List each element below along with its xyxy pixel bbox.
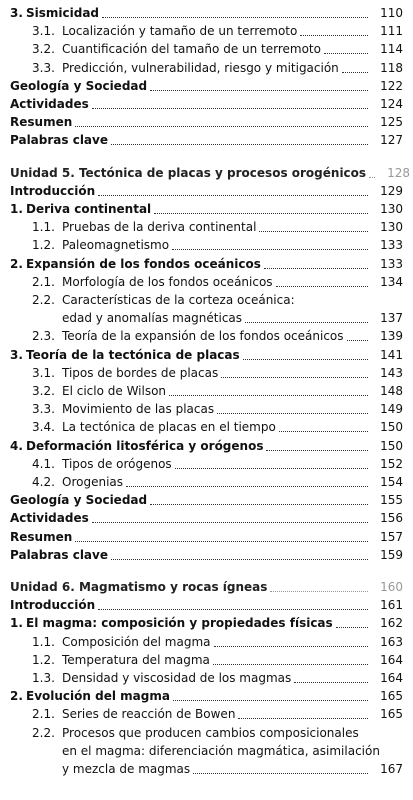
dot-leader [336, 627, 368, 628]
toc-number: 2. [10, 256, 23, 271]
page-number: 110 [380, 6, 403, 20]
toc-number: 2.2. [32, 293, 55, 307]
dot-leader [276, 286, 368, 287]
toc-number: 3.2. [32, 384, 55, 398]
dot-leader [98, 609, 368, 610]
page-number: 150 [380, 420, 403, 435]
toc-label: Características de la corteza oceánica: [62, 293, 295, 307]
dot-leader [150, 504, 368, 505]
toc-continuation [62, 743, 403, 759]
page-number: 130 [380, 220, 403, 235]
toc-label: Unidad 5. Tectónica de placas y procesos orogénicos [10, 165, 367, 180]
page-number: 129 [380, 183, 403, 198]
toc-number: 1.2. [32, 652, 55, 667]
toc-label: Orogenias [62, 475, 124, 489]
dot-leader [221, 377, 368, 378]
page-number: 154 [380, 475, 403, 489]
toc-label: Palabras clave [10, 133, 108, 148]
dot-leader [264, 268, 368, 269]
dot-leader [214, 646, 369, 647]
toc-subentry [32, 706, 403, 722]
unit-heading [10, 579, 403, 595]
toc-label: Paleomagnetismo [62, 238, 170, 253]
toc-number: 3. [10, 6, 23, 20]
toc-entry [10, 547, 403, 563]
toc-number: 3.2. [32, 42, 55, 57]
page-number: 164 [380, 671, 403, 685]
toc-label: Procesos que producen cambios composicionales [62, 725, 359, 740]
toc-number: 1.3. [32, 671, 55, 685]
dot-leader [217, 413, 368, 414]
dot-leader [154, 213, 368, 214]
page-number: 141 [380, 347, 403, 362]
toc-number: 1.2. [32, 238, 55, 253]
toc-label: Actividades [10, 511, 89, 526]
dot-leader [169, 395, 368, 396]
page-number: 152 [380, 456, 403, 471]
page-number: 148 [380, 384, 403, 398]
toc-subentry [32, 456, 403, 472]
dot-leader [98, 195, 368, 196]
toc-label: Deriva continental [26, 202, 152, 216]
page-number: 118 [380, 60, 403, 75]
toc-entry [10, 597, 403, 613]
toc-entry [10, 510, 403, 526]
toc-label: Actividades [10, 97, 89, 111]
dot-leader [173, 700, 368, 701]
toc-entry [10, 688, 403, 704]
toc-label: edad y anomalías magnéticas [62, 311, 243, 326]
toc-label: Teoría de la expansión de los fondos oceánicos [62, 329, 344, 344]
toc-label: Deformación litosférica y orógenos [26, 438, 264, 453]
toc-number: 3.3. [32, 60, 55, 75]
page-number: 137 [380, 311, 403, 326]
dot-leader [279, 431, 368, 432]
toc-subentry [32, 274, 403, 290]
toc-entry [10, 256, 403, 272]
toc-number: 2. [10, 689, 23, 704]
toc-label: El ciclo de Wilson [62, 384, 167, 398]
toc-label: Tipos de orógenos [62, 456, 172, 471]
toc-entry [10, 615, 403, 631]
toc-subentry [32, 725, 403, 741]
dot-leader [75, 541, 368, 542]
dot-leader [92, 108, 368, 109]
page-number: 162 [380, 616, 403, 631]
toc-entry [10, 96, 403, 112]
toc-subentry [32, 634, 403, 650]
toc-number: 2.1. [32, 707, 55, 722]
toc-label: Introducción [10, 598, 96, 613]
page-number: 133 [380, 256, 403, 271]
page-number: 161 [380, 598, 403, 613]
page-number: 128 [387, 165, 411, 180]
toc-number: 3.1. [32, 365, 55, 380]
dot-leader [126, 486, 368, 487]
toc-number: 1. [10, 202, 23, 216]
toc-label: Series de reacción de Bowen [62, 707, 236, 722]
toc-label: Resumen [10, 529, 73, 544]
dot-leader [111, 144, 368, 145]
dot-leader [150, 90, 368, 91]
page-number: 139 [380, 329, 403, 344]
toc-entry [10, 114, 403, 130]
toc-label: El magma: composición y propiedades físicas [26, 616, 333, 631]
toc-entry [10, 201, 403, 217]
page-number: 143 [380, 365, 403, 380]
toc-number: 2.3. [32, 329, 55, 344]
dot-leader [193, 773, 368, 774]
page-number: 114 [380, 42, 403, 57]
toc-number: 4. [10, 438, 23, 453]
toc-number: 3.4. [32, 420, 55, 435]
page-number: 155 [380, 493, 403, 508]
dot-leader [75, 126, 368, 127]
toc-subentry [32, 419, 403, 435]
toc-number: 1.1. [32, 634, 55, 649]
page-number: 130 [380, 202, 403, 216]
page-number: 160 [380, 580, 403, 594]
toc-subentry [32, 41, 403, 57]
dot-leader [102, 17, 368, 18]
toc-continuation [62, 761, 403, 777]
toc-label: Sismicidad [26, 6, 100, 20]
toc-label: Expansión de los fondos oceánicos [26, 256, 261, 271]
toc-entry [10, 183, 403, 199]
page-number: 156 [380, 511, 403, 526]
toc-number: 4.1. [32, 456, 55, 471]
toc-label: Geología y Sociedad [10, 78, 148, 93]
dot-leader [111, 559, 368, 560]
toc-number: 3.1. [32, 24, 55, 39]
toc-number: 2.1. [32, 274, 55, 289]
page-number: 150 [380, 438, 403, 453]
toc-label: Pruebas de la deriva continental [62, 220, 257, 235]
toc-label: Cuantificación del tamaño de un terremoto [62, 42, 321, 57]
toc-label: Densidad y viscosidad de los magmas [62, 671, 292, 685]
toc-number: 2.2. [32, 725, 55, 740]
page-number: 122 [380, 78, 403, 93]
dot-leader [342, 72, 368, 73]
toc-entry [10, 529, 403, 545]
unit-heading [10, 165, 411, 181]
page-number: 127 [380, 133, 403, 148]
toc-label: Composición del magma [62, 634, 211, 649]
toc-label: Movimiento de las placas [62, 402, 215, 417]
toc-subentry [32, 60, 403, 76]
dot-leader [172, 249, 368, 250]
toc-entry [10, 347, 403, 363]
dot-leader [238, 718, 368, 719]
toc-subentry [32, 23, 403, 39]
page-number: 165 [380, 707, 403, 722]
toc-label: Unidad 6. Magmatismo y rocas ígneas [10, 580, 268, 594]
toc-label: La tectónica de placas en el tiempo [62, 420, 276, 435]
dot-leader [347, 340, 368, 341]
page-number: 163 [380, 634, 403, 649]
dot-leader [369, 177, 375, 178]
dot-leader [266, 450, 368, 451]
toc-label: Resumen [10, 115, 73, 130]
page-number: 164 [380, 652, 403, 667]
page-number: 133 [380, 238, 403, 253]
toc-entry [10, 5, 403, 21]
toc-label: y mezcla de magmas [62, 762, 191, 776]
toc-subentry [32, 383, 403, 399]
toc-subentry [32, 652, 403, 668]
toc-entry [10, 492, 403, 508]
toc-subentry [32, 328, 403, 344]
dot-leader [92, 522, 368, 523]
dot-leader [175, 468, 368, 469]
page-number: 149 [380, 402, 403, 417]
page-number: 157 [380, 529, 403, 544]
dot-leader [300, 35, 368, 36]
page-number: 159 [380, 547, 403, 562]
page-number: 125 [380, 115, 403, 130]
toc-entry [10, 438, 403, 454]
toc-entry [10, 132, 403, 148]
toc-number: 3. [10, 347, 23, 362]
toc-label: Geología y Sociedad [10, 493, 148, 508]
toc-label: Tipos de bordes de placas [62, 365, 219, 380]
toc-subentry [32, 670, 403, 686]
toc-subentry [32, 219, 403, 235]
dot-leader [213, 664, 368, 665]
toc-label: Temperatura del magma [62, 652, 210, 667]
toc-label: Predicción, vulnerabilidad, riesgo y mitigación [62, 60, 339, 75]
dot-leader [294, 682, 368, 683]
page-number: 134 [380, 274, 403, 289]
dot-leader [243, 359, 368, 360]
dot-leader [270, 591, 368, 592]
page-number: 165 [380, 689, 403, 704]
toc-subentry [32, 365, 403, 381]
toc-subentry [32, 474, 403, 490]
page-number: 167 [380, 762, 403, 776]
toc-subentry [32, 237, 403, 253]
toc-number: 3.3. [32, 402, 55, 417]
toc-subentry [32, 292, 403, 308]
toc-label: Teoría de la tectónica de placas [26, 347, 240, 362]
toc-label: Localización y tamaño de un terremoto [62, 24, 298, 39]
toc-label: Evolución del magma [26, 689, 170, 704]
toc-label: Palabras clave [10, 547, 108, 562]
dot-leader [259, 231, 368, 232]
toc-continuation [62, 310, 403, 326]
dot-leader [324, 53, 368, 54]
toc-label: Morfología de los fondos oceánicos [62, 274, 273, 289]
toc-label: Introducción [10, 183, 96, 198]
toc-label: en el magma: diferenciación magmática, asimilación [62, 743, 380, 758]
toc-number: 4.2. [32, 475, 55, 489]
page-number: 111 [380, 24, 403, 39]
toc-subentry [32, 401, 403, 417]
toc-number: 1.1. [32, 220, 55, 235]
toc-number: 1. [10, 616, 23, 631]
toc-entry [10, 78, 403, 94]
dot-leader [245, 322, 368, 323]
page-number: 124 [380, 97, 403, 111]
